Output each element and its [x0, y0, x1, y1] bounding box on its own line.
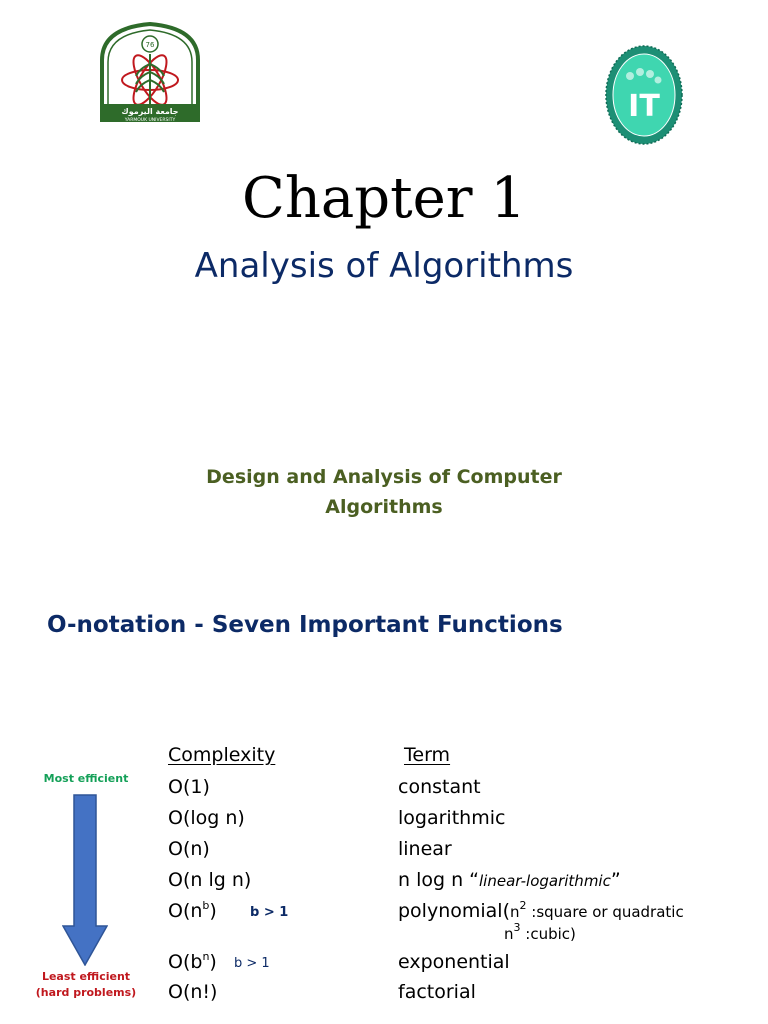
course-name-line-1: Design and Analysis of Computer: [206, 466, 562, 488]
term-cell: [398, 869, 621, 891]
least-efficient-line-2: (hard problems): [35, 986, 137, 999]
complexity-exponent: n: [202, 950, 210, 963]
crest-english-text: YARMOUK UNIVERSITY: [124, 118, 176, 123]
term-prefix: n log n “: [398, 869, 480, 891]
term-column-header: Term: [404, 744, 451, 766]
term-cell: logarithmic: [398, 807, 506, 829]
note-exponent: 3: [513, 921, 521, 934]
complexity-cell: O(n!): [168, 981, 218, 1003]
down-arrow-icon: [62, 794, 108, 966]
condition-label: b > 1: [234, 956, 270, 971]
term-cell: factorial: [398, 981, 476, 1003]
term-cell: linear: [398, 838, 452, 860]
complexity-base: O(b: [168, 951, 203, 973]
crest-badge-text: 76: [145, 41, 155, 49]
complexity-cell: [168, 900, 217, 922]
chapter-title: Chapter 1: [242, 166, 526, 231]
note-rest: :square or quadratic: [526, 903, 684, 921]
complexity-base: O(n: [168, 900, 203, 922]
note-base: n: [504, 925, 514, 943]
chapter-subtitle: Analysis of Algorithms: [194, 246, 574, 286]
section-heading: O-notation - Seven Important Functions: [47, 612, 563, 638]
complexity-cell: O(n lg n): [168, 869, 252, 891]
note-rest: :cubic): [520, 925, 576, 943]
course-name: [184, 462, 584, 522]
complexity-cell: [168, 951, 217, 973]
term-cell: [398, 900, 684, 922]
term-note-2: [504, 921, 576, 943]
complexity-cell: O(log n): [168, 807, 245, 829]
condition-label: b > 1: [250, 905, 289, 920]
complexity-cell: O(n): [168, 838, 210, 860]
least-efficient-line-1: Least efficient: [41, 970, 131, 983]
term-text: polynomial(: [398, 900, 510, 922]
yarmouk-university-crest-icon: [94, 20, 206, 132]
seal-it-text: IT: [628, 89, 660, 124]
term-suffix: ”: [610, 869, 621, 891]
course-name-line-2: Algorithms: [325, 496, 443, 518]
term-cell: exponential: [398, 951, 510, 973]
term-note-1: [510, 899, 684, 921]
term-cell: constant: [398, 776, 481, 798]
note-exponent: 2: [519, 899, 527, 912]
it-faculty-seal-icon: [604, 44, 684, 146]
least-efficient-label: [20, 969, 152, 1001]
complexity-column-header: Complexity: [168, 744, 276, 766]
complexity-close: ): [209, 900, 217, 922]
complexity-cell: O(1): [168, 776, 210, 798]
complexity-close: ): [209, 951, 217, 973]
most-efficient-label: Most efficient: [43, 772, 129, 785]
term-italic: linear-logarithmic: [479, 872, 611, 890]
note-base: n: [510, 903, 520, 921]
crest-arabic-text: جامعة اليرموك: [121, 107, 179, 116]
complexity-exponent: b: [202, 899, 210, 912]
